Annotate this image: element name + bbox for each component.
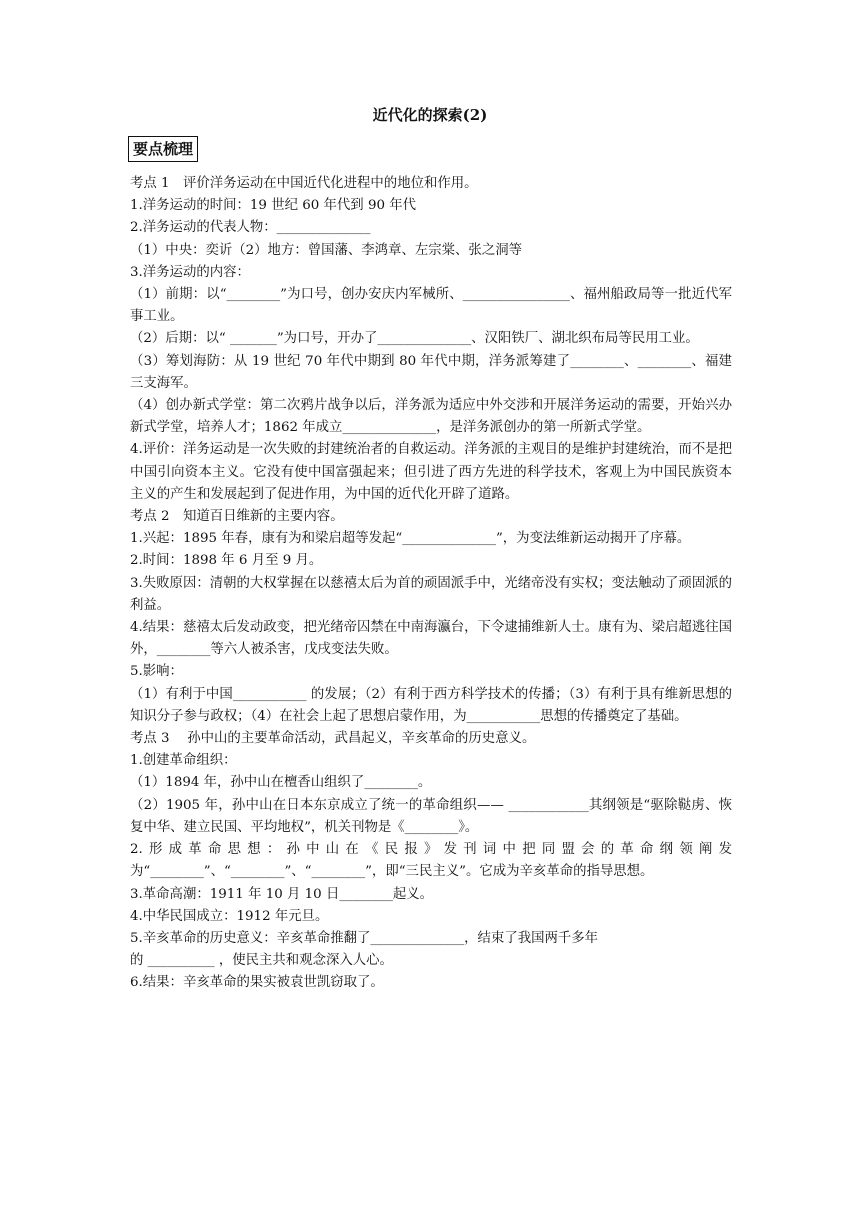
text-line: （4）创办新式学堂：第二次鸦片战争以后，洋务派为适应中外交涉和开展洋务运动的需要，开始兴办新式学堂，培养人才；1862 年成立______________，是洋务派创办的第一所新式学堂。 [130, 398, 732, 436]
text-line: 4.结果：慈禧太后发动政变，把光绪帝囚禁在中南海瀛台，下令逮捕维新人士。康有为、梁启超逃往国外，________等六人被杀害，戊戌变法失败。 [130, 620, 732, 658]
document-body [130, 173, 732, 995]
text-line: 3.失败原因：清朝的大权掌握在以慈禧太后为首的顽固派手中，光绪帝没有实权；变法触动了顽固派的利益。 [130, 575, 732, 613]
text-line: 6.结果：辛亥革命的果实被袁世凯窃取了。 [130, 975, 384, 991]
text-line: （1）前期：以“________”为口号，创办安庆内军械所、________________、福州船政局等一批近代军事工业。 [130, 287, 732, 325]
text-line: 2.形成革命思想：孙中山在《民报》发刊词中把同盟会的革命纲领阐发为“________”、“________”、“________”，即“三民主义”。它成为辛亥革命的指导思想。 [130, 842, 732, 880]
text-line: 5.辛亥革命的历史意义：辛亥革命推翻了______________，结束了我国两千多年 [130, 930, 599, 946]
text-line: 1.兴起：1895 年春，康有为和梁启超等发起“______________”，为变法维新运动揭开了序幕。 [130, 531, 691, 547]
text-line: （1）有利于中国___________ 的发展；（2）有利于西方科学技术的传播；（3）有利于具有维新思想的知识分子参与政权；（4）在社会上起了思想启蒙作用，为___________思想的传播奠定了基础。 [130, 686, 732, 724]
text-line: （1）1894 年，孙中山在檀香山组织了________。 [130, 775, 432, 791]
text-line: 的 __________ ，使民主共和观念深入人心。 [130, 953, 393, 969]
text-line: 4.评价：洋务运动是一次失败的封建统治者的自救运动。洋务派的主观目的是维护封建统治，而不是把中国引向资本主义。它没有使中国富强起来；但引进了西方先进的科学技术，客观上为中国民族资本主义的产生和发展起到了促进作用，为中国的近代化开辟了道路。 [130, 442, 732, 502]
text-line: （2）后期：以“ _______”为口号，开办了______________、汉阳铁厂、湖北织布局等民用工业。 [130, 331, 699, 347]
section-heading-box: 要点梳理 [128, 136, 198, 162]
text-line: 1.洋务运动的时间：19 世纪 60 年代到 90 年代 [130, 198, 417, 214]
text-line: 考点 3 孙中山的主要革命活动，武昌起义，辛亥革命的历史意义。 [130, 731, 536, 747]
text-line: （1）中央：奕䜣（2）地方：曾国藩、李鸿章、左宗棠、张之洞等 [130, 242, 522, 258]
text-line: 考点 1 评价洋务运动在中国近代化进程中的地位和作用。 [130, 176, 478, 191]
text-line: 3.洋务运动的内容： [130, 264, 250, 280]
text-line: （3）筹划海防：从 19 世纪 70 年代中期到 80 年代中期，洋务派筹建了________、________、福建三支海军。 [130, 353, 732, 391]
text-line: 4.中华民国成立：1912 年元旦。 [130, 908, 329, 924]
text-line: 3.革命高潮：1911 年 10 月 10 日________起义。 [130, 886, 434, 902]
text-line: （2）1905 年，孙中山在日本东京成立了统一的革命组织—— ____________其纲领是“驱除鞑虏、恢复中华、建立民国、平均地权”，机关刊物是《________》。 [130, 797, 732, 835]
page-title: 近代化的探索(2) [372, 106, 488, 124]
text-line: 2.时间：1898 年 6 月至 9 月。 [130, 553, 323, 569]
text-line: 5.影响： [130, 664, 183, 680]
text-line: 2.洋务运动的代表人物：______________ [130, 220, 371, 236]
text-line: 1.创建革命组织： [130, 753, 237, 769]
text-line: 考点 2 知道百日维新的主要内容。 [130, 509, 344, 525]
